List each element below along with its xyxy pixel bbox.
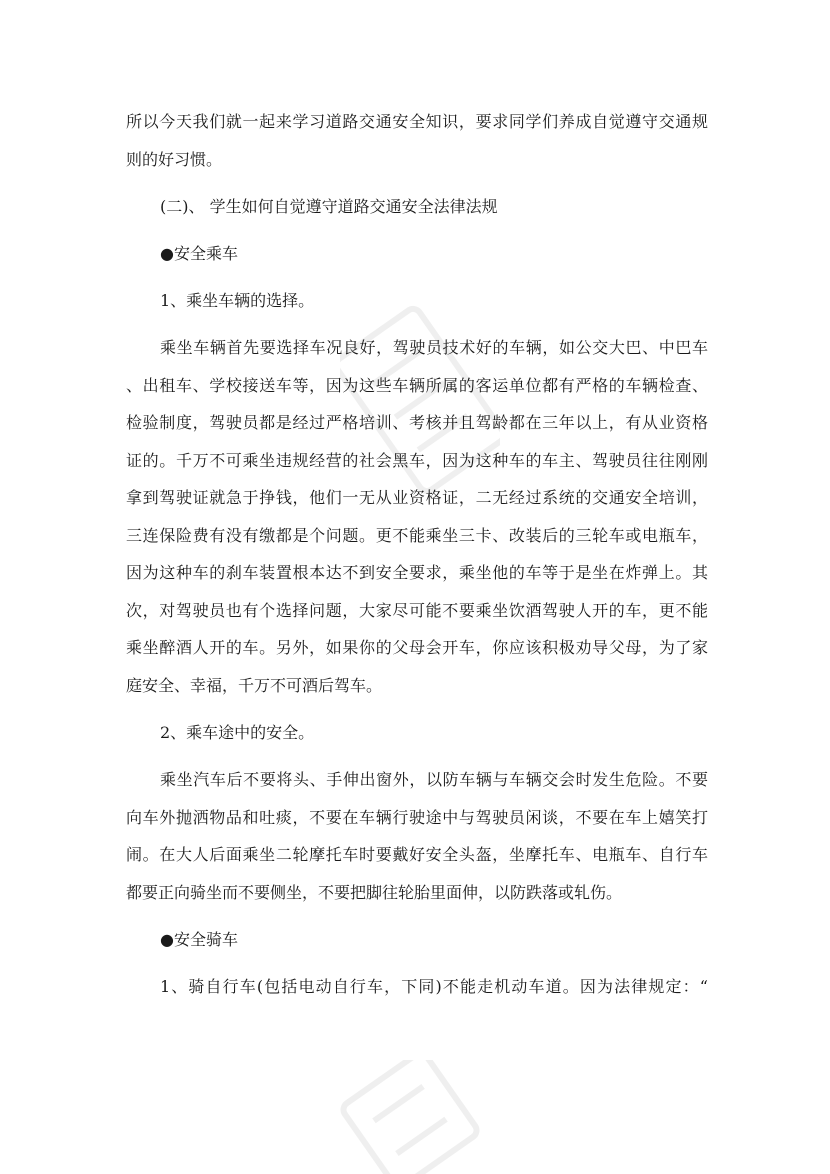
subheading [126, 968, 708, 1006]
text-line: 闹。在大人后面乘坐二轮摩托车时要戴好安全头盔，坐摩托车、电瓶车、自行车 [126, 845, 708, 865]
paragraph [126, 329, 708, 704]
section-title [126, 921, 708, 959]
text-line: 都要正向骑坐而不要侧坐，不要把脚往轮胎里面伸，以防跌落或轧伤。 [126, 882, 623, 902]
text-line: 乘坐汽车后不要将头、手伸出窗外，以防车辆与车辆交会时发生危险。不要 [160, 770, 708, 790]
text-line: 证的。千万不可乘坐违规经营的社会黑车，因为这种车的车主、驾驶员往往刚刚 [126, 450, 708, 470]
text-line: 向车外抛洒物品和吐痰，不要在车辆行驶途中与驾驶员闲谈，不要在车上嬉笑打 [126, 807, 708, 827]
text-line: 检验制度，驾驶员都是经过严格培训、考核并且驾龄都在三年以上，有从业资格 [126, 413, 708, 433]
text-line: 乘坐车辆首先要选择车况良好，驾驶员技术好的车辆，如公交大巴、中巴车 [160, 338, 708, 358]
text-line: 乘坐醉酒人开的车。另外，如果你的父母会开车，你应该积极劝导父母，为了家 [126, 638, 708, 658]
subheading [126, 282, 708, 320]
subheading-text: 1、乘坐车辆的选择。 [160, 291, 315, 311]
subheading-text: 2、乘车途中的安全。 [160, 722, 315, 742]
text-line: 庭安全、幸福，千万不可酒后驾车。 [126, 675, 383, 695]
text-line: 、出租车、学校接送车等，因为这些车辆所属的客运单位都有严格的车辆检查、 [126, 375, 708, 395]
text-line: 因为这种车的刹车装置根本达不到安全要求，乘坐他的车等于是坐在炸弹上。其 [126, 563, 708, 583]
text-line: 拿到驾驶证就急于挣钱，他们一无从业资格证，二无经过系统的交通安全培训， [126, 488, 708, 508]
subheading-text: 1、骑自行车(包括电动自行车，下同)不能走机动车道。因为法律规定：“ [160, 977, 708, 996]
section-heading [126, 188, 708, 226]
text-line: 则的好习惯。 [126, 149, 223, 169]
paragraph [126, 761, 708, 911]
document-body [126, 103, 708, 1006]
section-title-text: ●安全乘车 [160, 243, 238, 263]
text-line: 次，对驾驶员也有个选择问题，大家尽可能不要乘坐饮酒驾驶人开的车，更不能 [126, 600, 708, 620]
section-title-text: ●安全骑车 [160, 929, 238, 949]
watermark-stamp [330, 1060, 490, 1174]
subheading [126, 714, 708, 752]
text-line: 所以今天我们就一起来学习道路交通安全知识，要求同学们养成自觉遵守交通规 [126, 112, 708, 131]
paragraph [126, 103, 708, 178]
heading-text: (二)、 学生如何自觉遵守道路交通安全法律法规 [160, 196, 498, 216]
section-title [126, 235, 708, 273]
text-line: 三连保险费有没有缴都是个问题。更不能乘坐三卡、改装后的三轮车或电瓶车， [126, 525, 708, 545]
